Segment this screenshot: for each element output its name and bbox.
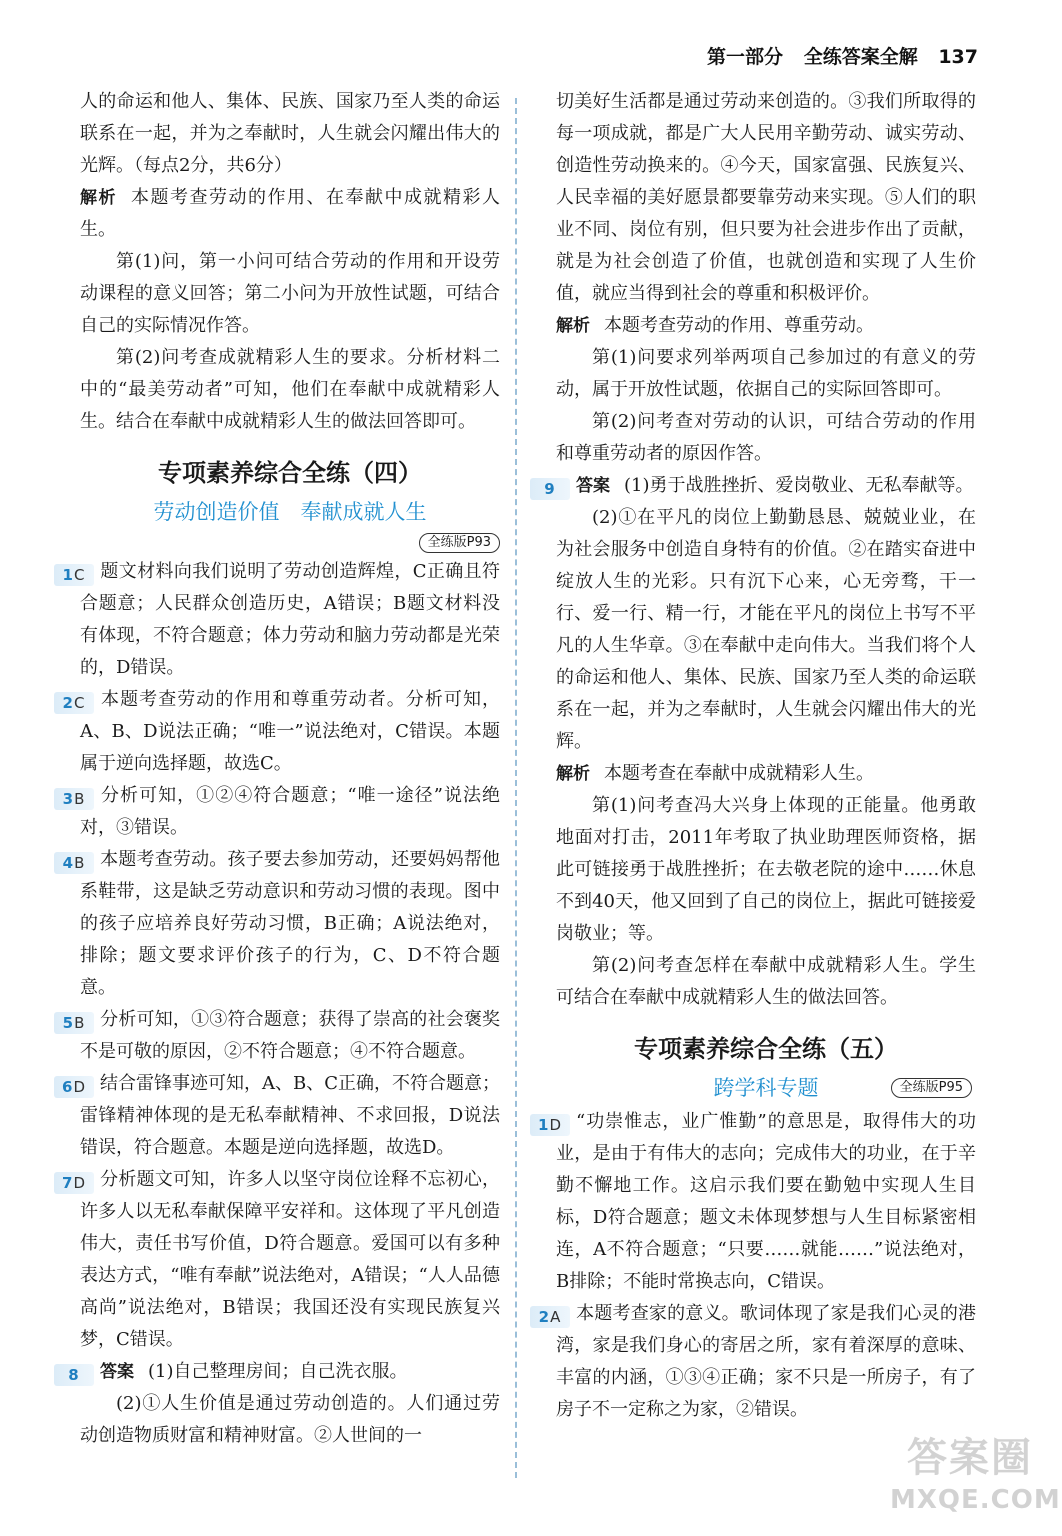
question-number-badge: 7D [54, 1172, 94, 1194]
watermark-text: 答案圈 [907, 1435, 1033, 1481]
answer-label: 答案 [576, 476, 610, 496]
answer-item-6 [62, 1068, 500, 1164]
column-divider [515, 98, 517, 1478]
analysis-paragraph [556, 310, 976, 342]
analysis-label: 解析 [80, 188, 117, 208]
analysis-text: 本题考查劳动的作用、尊重劳动。 [604, 315, 874, 336]
answer-text: 本题考查劳动。孩子要去参加劳动，还要妈妈帮他系鞋带，这是缺乏劳动意识和劳动习惯的表现。图中的孩子应培养良好劳动习惯，B正确；A说法绝对，排除；题文要求评价孩子的行为，C、D不符合题意。 [80, 849, 500, 998]
analysis-label: 解析 [556, 316, 590, 336]
analysis-2-part-2: 第(2)问考查怎样在奉献中成就精彩人生。学生可结合在奉献中成就精彩人生的做法回答。 [556, 955, 976, 1008]
answer-item-7 [62, 1164, 500, 1356]
section-subtitle-5: 跨学科专题 [713, 1076, 819, 1100]
analysis-text: 本题考查在奉献中成就精彩人生。 [604, 763, 874, 784]
answer-text: 题文材料向我们说明了劳动创造辉煌，C正确且符合题意；人民群众创造历史，A错误；B题文材料没有体现，不符合题意；体力劳动和脑力劳动都是光荣的，D错误。 [80, 561, 500, 678]
page-number: 137 [938, 46, 978, 68]
analysis-paragraph [80, 182, 500, 246]
question-number-badge: 2A [530, 1306, 570, 1328]
answer-text: 本题考查家的意义。歌词体现了家是我们心灵的港湾，家是我们身心的寄居之所，家有着深厚的意味、丰富的内涵，①③④正确；家不只是一所房子，有了房子不一定称之为家，②错误。 [556, 1303, 976, 1420]
right-column [538, 86, 976, 1426]
answer-item-8-part-2: (2)①人生价值是通过劳动创造的。人们通过劳动创造物质财富和精神财富。②人世间的一 [80, 1393, 500, 1446]
header-book: 全练答案全解 [803, 46, 918, 68]
answer-item-4 [62, 844, 500, 1004]
answer-text: (1)自己整理房间；自己洗衣服。 [148, 1361, 408, 1382]
analysis-part-2: 第(2)问考查对劳动的认识，可结合劳动的作用和尊重劳动者的原因作答。 [556, 411, 976, 464]
continued-paragraph: 切美好生活都是通过劳动来创造的。③我们所取得的每一项成就，都是广大人民用辛勤劳动、诚实劳动、创造性劳动换来的。④今天，国家富强、民族复兴、人民幸福的美好愿景都要靠劳动来实现。⑤人们的职业不同、岗位有别，但只要为社会进步作出了贡献，就是为社会创造了价值，也就创造和实现了人生价值，就应当得到社会的尊重和积极评价。 [556, 91, 976, 304]
question-number-badge: 4B [54, 852, 94, 874]
answer-text: “功崇惟志，业广惟勤”的意思是，取得伟大的功业，是由于有伟大的志向；完成伟大的功业，在于辛勤不懈地工作。这启示我们要在勤勉中实现人生目标，D符合题意；题文未体现梦想与人生目标紧密相连，A不符合题意；“只要……就能……”说法绝对，B排除；不能时常换志向，C错误。 [556, 1111, 976, 1292]
answer-item-9-part-2: (2)①在平凡的岗位上勤勤恳恳、兢兢业业，在为社会服务中创造自身特有的价值。②在踏实奋进中绽放人生的光彩。只有沉下心来，心无旁骛，干一行、爱一行、精一行，才能在平凡的岗位上书写不平凡的人生华章。③在奉献中走向伟大。当我们将个人的命运和他人、集体、民族、国家乃至人类的命运联系在一起，并为之奉献时，人生就会闪耀出伟大的光辉。 [556, 507, 976, 752]
analysis-part-1: 第(1)问要求列举两项自己参加过的有意义的劳动，属于开放性试题，依据自己的实际回答即可。 [556, 347, 976, 400]
analysis-part-1: 第(1)问，第一小问可结合劳动的作用和开设劳动课程的意义回答；第二小问为开放性试题，可结合自己的实际情况作答。 [80, 251, 500, 336]
watermark-url: MXQE.COM [890, 1485, 1061, 1515]
watermark-logo [890, 1432, 1061, 1528]
question-number-badge: 5B [54, 1012, 94, 1034]
answer-item-2 [538, 1298, 976, 1426]
question-number-badge: 6D [54, 1076, 94, 1098]
analysis-part-2: 第(2)问考查成就精彩人生的要求。分析材料二中的“最美劳动者”可知，他们在奉献中成就精彩人生。结合在奉献中成就精彩人生的做法回答即可。 [80, 347, 500, 432]
page-ref-badge: 全练版P93 [419, 533, 500, 553]
answer-text: 本题考查劳动的作用和尊重劳动者。分析可知，A、B、D说法正确；“唯一”说法绝对，C错误。本题属于逆向选择题，故选C。 [80, 689, 500, 774]
answer-item-8 [68, 1356, 500, 1388]
analysis-label: 解析 [556, 764, 590, 784]
answer-item-1 [538, 1106, 976, 1298]
answer-text: 结合雷锋事迹可知，A、B、C正确，不符合题意；雷锋精神体现的是无私奉献精神、不求回报，D说法错误，符合题意。本题是逆向选择题，故选D。 [80, 1073, 500, 1158]
answer-item-2 [62, 684, 500, 780]
analysis-2-part-1: 第(1)问考查冯大兴身上体现的正能量。他勇敢地面对打击，2011年考取了执业助理医师资格，据此可链接勇于战胜挫折；在去敬老院的途中……休息不到40天，他又回到了自己的岗位上，据此可链接爱岗敬业；等。 [556, 795, 976, 944]
answer-item-9 [544, 470, 976, 502]
answer-label: 答案 [100, 1362, 134, 1382]
left-column [62, 86, 500, 1452]
question-number-badge: 1C [54, 564, 94, 586]
question-number-badge: 2C [54, 692, 94, 714]
page-ref-badge: 全练版P95 [891, 1078, 972, 1098]
page-header [693, 42, 978, 69]
answer-text: 分析可知，①③符合题意；获得了崇高的社会褒奖不是可敬的原因，②不符合题意；④不符合题意。 [80, 1009, 500, 1062]
answer-item-3 [62, 780, 500, 844]
answer-text: 分析题文可知，许多人以坚守岗位诠释不忘初心，许多人以无私奉献保障平安祥和。这体现了平凡创造伟大，责任书写价值，D符合题意。爱国可以有多种表达方式，“唯有奉献”说法绝对，A错误；“人人品德高尚”说法绝对，B错误；我国还没有实现民族复兴梦，C错误。 [80, 1169, 500, 1350]
answer-item-5 [62, 1004, 500, 1068]
answer-text: 分析可知，①②④符合题意；“唯一途径”说法绝对，③错误。 [80, 785, 500, 838]
section-subtitle-4: 劳动创造价值 奉献成就人生 [153, 500, 427, 524]
analysis-text: 本题考查劳动的作用、在奉献中成就精彩人生。 [80, 187, 500, 240]
question-number-badge: 1D [530, 1114, 570, 1136]
answer-text: (1)勇于战胜挫折、爱岗敬业、无私奉献等。 [624, 475, 974, 496]
question-number-badge: 8 [54, 1364, 94, 1386]
header-part: 第一部分 [707, 46, 784, 68]
section-title-5: 专项素养综合全练（五） [634, 1035, 898, 1063]
section-subtitle-row [556, 1070, 976, 1106]
page-ref-row [80, 530, 500, 556]
section-title-4: 专项素养综合全练（四） [158, 459, 422, 487]
continued-paragraph: 人的命运和他人、集体、民族、国家乃至人类的命运联系在一起，并为之奉献时，人生就会闪耀出伟大的光辉。（每点2分，共6分） [80, 91, 500, 176]
question-number-badge: 3B [54, 788, 94, 810]
question-number-badge: 9 [530, 478, 570, 500]
analysis-paragraph-2 [556, 758, 976, 790]
answer-item-1 [62, 556, 500, 684]
